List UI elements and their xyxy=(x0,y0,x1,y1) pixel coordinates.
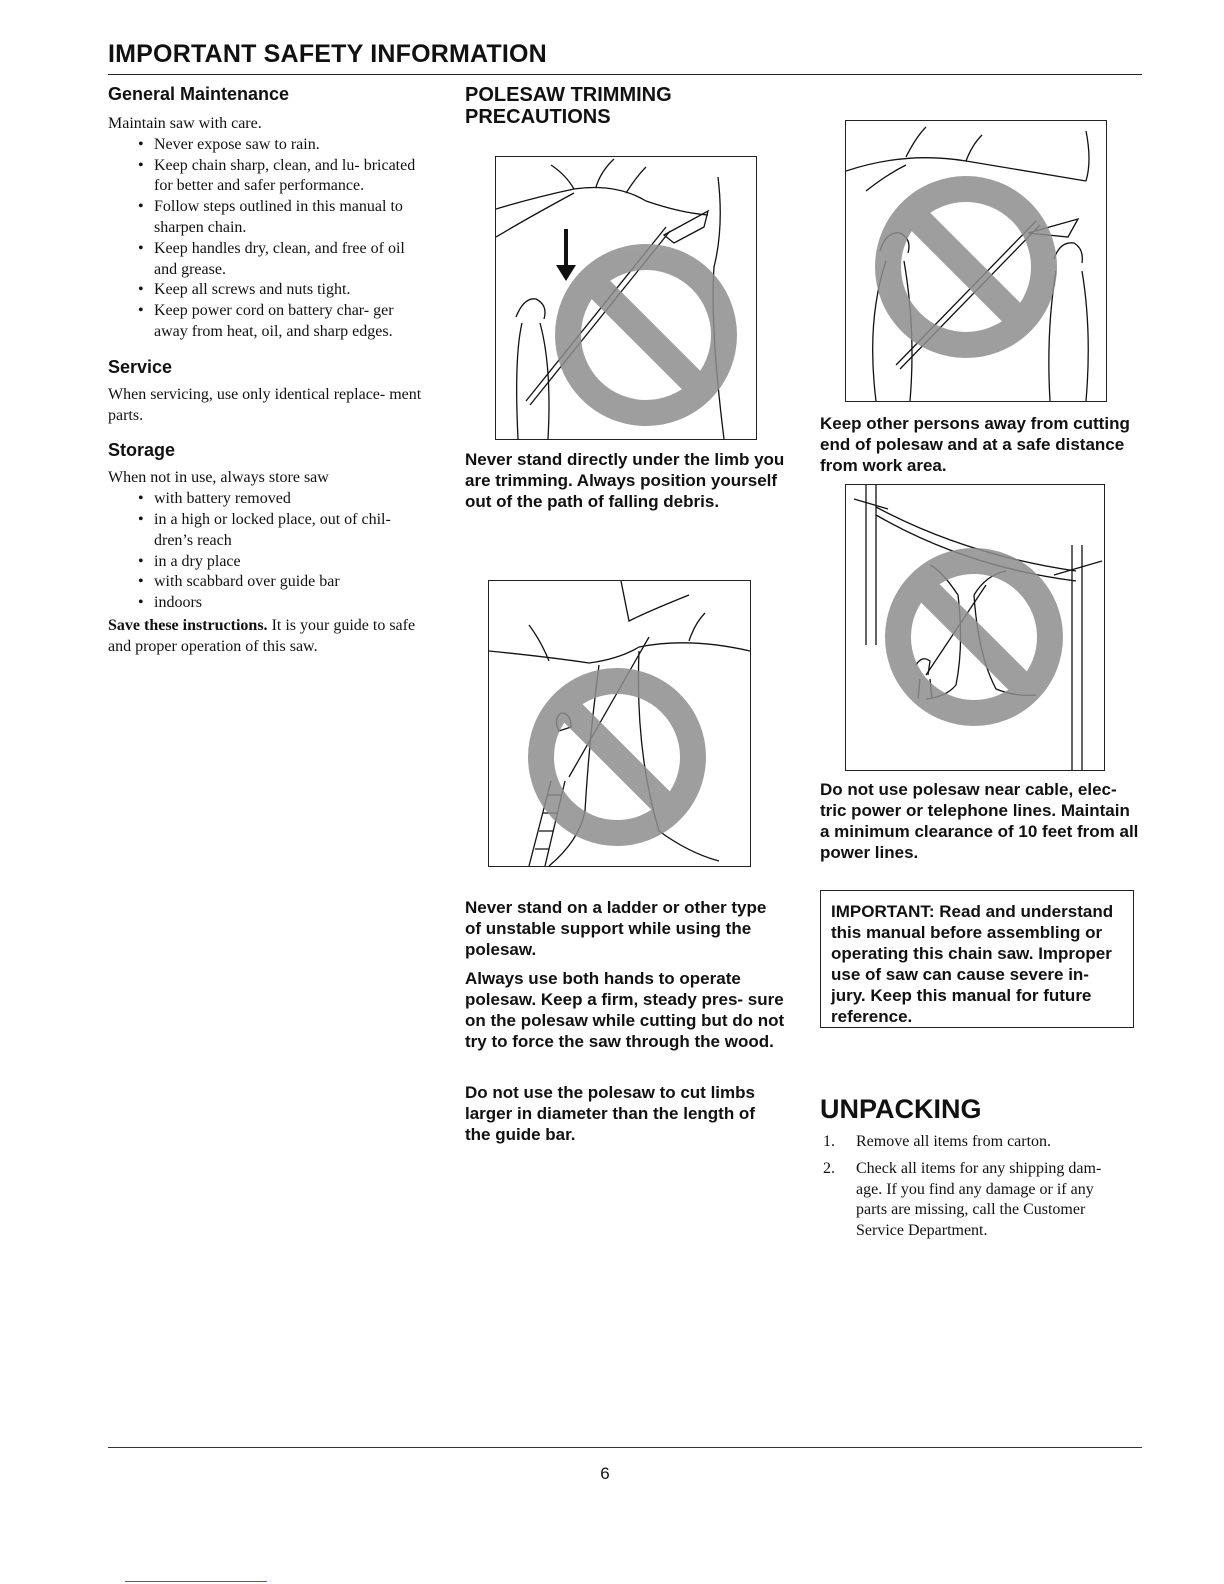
illustration-ladder xyxy=(489,581,750,866)
list-item: • Never expose saw to rain. xyxy=(138,135,430,156)
caption-both-hands: Always use both hands to operate polesaw. Keep a firm, steady pres- sure on the polesaw while cutting but do not try to force the saw through the wood. xyxy=(465,969,785,1051)
unpacking-steps xyxy=(820,1132,1120,1248)
prohibition-sign-icon xyxy=(541,681,693,833)
illustration-under-limb xyxy=(496,157,756,439)
caption-other-persons: Keep other persons away from cutting end of polesaw and at a safe distance from work area. xyxy=(820,414,1130,475)
list-item: • Keep all screws and nuts tight. xyxy=(138,280,430,301)
caption-under-limb: Never stand directly under the limb you are trimming. Always position yourself out of the path of falling debris. xyxy=(465,450,785,511)
list-item: • Keep handles dry, clean, and free of oil and grease. xyxy=(138,239,430,281)
step-text: Remove all items from carton. xyxy=(856,1133,1052,1150)
figure-other-persons xyxy=(845,120,1107,402)
general-maintenance-intro: Maintain saw with care. xyxy=(108,115,262,132)
list-item: • Keep chain sharp, clean, and lu- bricated for better and safer performance. xyxy=(138,156,430,198)
polesaw-heading-line1: POLESAW TRIMMING xyxy=(465,84,672,106)
illustration-power-lines xyxy=(846,485,1104,770)
step-text: Check all items for any shipping dam- age. If you find any damage or if any parts are missing, call the Customer Service Department. xyxy=(856,1159,1102,1240)
service-text: When servicing, use only identical replace- ment parts. xyxy=(108,385,422,424)
save-instructions xyxy=(108,616,430,658)
footer-rule xyxy=(108,1447,1142,1448)
illustration-other-persons xyxy=(846,121,1106,401)
step-number: 2. xyxy=(823,1159,835,1177)
important-notice-text: IMPORTANT: Read and understand this manual before assembling or operating this chain saw. Improper use of saw can cause severe in- jury. Keep this manual for future reference. xyxy=(831,902,1114,1026)
figure-ladder xyxy=(488,580,751,867)
list-item: • indoors xyxy=(138,593,430,614)
prohibition-sign-icon xyxy=(568,257,724,413)
storage-heading: Storage xyxy=(108,440,176,461)
important-notice-box xyxy=(820,890,1134,1028)
step-number: 1. xyxy=(823,1133,835,1150)
caption-ladder: Never stand on a ladder or other type of unstable support while using the polesaw. xyxy=(465,898,767,959)
unpacking-heading: UNPACKING xyxy=(820,1094,982,1124)
list-item: • Keep power cord on battery char- ger away from heat, oil, and sharp edges. xyxy=(138,301,430,343)
prohibition-sign-icon xyxy=(898,561,1050,713)
save-instructions-bold: Save these instructions. xyxy=(108,616,268,634)
list-item: • with scabbard over guide bar xyxy=(138,572,430,593)
list-item xyxy=(820,1159,1120,1242)
polesaw-heading-block xyxy=(465,84,765,128)
polesaw-heading-line2: PRECAUTIONS xyxy=(465,106,611,128)
general-maintenance-heading: General Maintenance xyxy=(108,84,290,104)
caption-power-lines: Do not use polesaw near cable, elec- tric power or telephone lines. Maintain a minimum clearance of 10 feet from all power lines. xyxy=(820,780,1139,862)
storage-list xyxy=(138,489,430,614)
general-maintenance-list xyxy=(138,135,430,343)
left-column xyxy=(108,84,430,658)
page-title: IMPORTANT SAFETY INFORMATION xyxy=(108,40,547,68)
list-item: • Follow steps outlined in this manual to sharpen chain. xyxy=(138,197,430,239)
list-item xyxy=(820,1132,1120,1153)
list-item: • with battery removed xyxy=(138,489,430,510)
list-item: • in a dry place xyxy=(138,552,430,573)
page-number: 6 xyxy=(600,1464,610,1483)
caption-diameter: Do not use the polesaw to cut limbs larger in diameter than the length of the guide bar. xyxy=(465,1083,755,1144)
down-arrow-icon xyxy=(556,265,576,281)
storage-intro: When not in use, always store saw xyxy=(108,469,329,487)
service-heading: Service xyxy=(108,356,173,377)
figure-under-limb xyxy=(495,156,757,440)
list-item: • in a high or locked place, out of chil- dren’s reach xyxy=(138,510,430,552)
figure-power-lines xyxy=(845,484,1105,771)
footer-link-underline xyxy=(125,1581,267,1582)
title-rule xyxy=(108,74,1142,75)
save-instructions-rest: It is your guide to safe and proper operation of this saw. xyxy=(108,616,416,655)
prohibition-sign-icon xyxy=(888,189,1044,345)
